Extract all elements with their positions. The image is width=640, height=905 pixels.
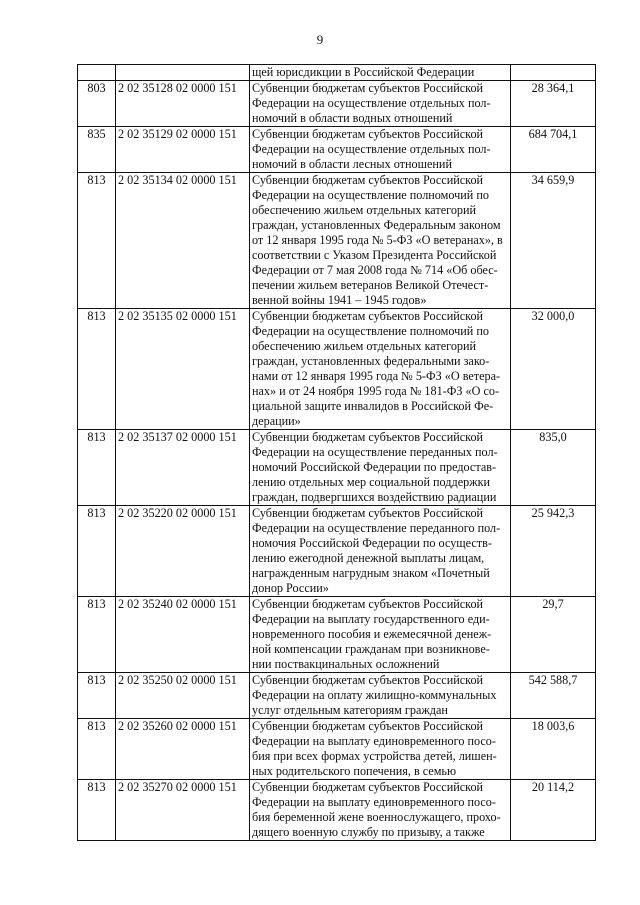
table-row [78,81,596,127]
description-line: Федерации на осуществление отдельных пол- [252,142,491,156]
table-row [78,65,596,81]
table-row [78,506,596,597]
description-line: нии поствакцинальных осложнений [252,657,440,671]
description-cell [250,719,511,780]
description-line: лению отдельных мер социальной поддержки [252,475,491,489]
admin-code-cell: 813 [78,780,116,841]
description-cell [250,65,511,81]
description-line: Федерации на осуществление переданного пол- [252,521,501,535]
description-line: Федерации на выплату государственного еди- [252,612,490,626]
description-line: номочий в области водных отношений [252,111,453,125]
amount-cell: 28 364,1 [511,81,596,127]
description-line: бия беременной жене военнослужащего, прохо- [252,810,501,824]
description-cell [250,309,511,430]
amount-cell: 835,0 [511,430,596,506]
description-line: Субвенции бюджетам субъектов Российской [252,597,484,611]
admin-code-cell: 835 [78,127,116,173]
table-row [78,430,596,506]
description-line: венной войны 1941 – 1945 годов» [252,293,427,307]
description-line: граждан, установленных Федеральным законом [252,218,501,232]
description-line: Федерации на осуществление отдельных пол- [252,96,491,110]
description-line: номочия Российской Федерации по осуществ- [252,536,492,550]
admin-code-cell [78,65,116,81]
description-cell [250,173,511,309]
table-row [78,173,596,309]
admin-code-cell: 813 [78,430,116,506]
admin-code-cell: 803 [78,81,116,127]
description-cell [250,430,511,506]
description-line: Субвенции бюджетам субъектов Российской [252,719,484,733]
description-line: Федерации на осуществление полномочий по [252,324,489,338]
table-row [78,673,596,719]
description-line: от 12 января 1995 года № 5-ФЗ «О ветеранах», в [252,233,503,247]
description-line: донор России» [252,581,329,595]
description-line: обеспечению жильем отдельных категорий [252,339,477,353]
description-line: щей юрисдикции в Российской Федерации [252,65,475,79]
table-row [78,309,596,430]
amount-cell: 542 588,7 [511,673,596,719]
revenue-code-cell [116,65,250,81]
description-line: номочий в области лесных отношений [252,157,452,171]
description-line: дящего военную службу по призыву, а также [252,825,485,839]
description-cell [250,597,511,673]
description-line: Федерации на оплату жилищно-коммунальных [252,688,497,702]
description-cell [250,780,511,841]
description-line: дерации» [252,414,301,428]
description-line: награжденным нагрудным знаком «Почетный [252,566,490,580]
description-line: печении жильем ветеранов Великой Отечест- [252,278,489,292]
revenue-code-cell: 2 02 35240 02 0000 151 [116,597,250,673]
revenue-code-cell: 2 02 35135 02 0000 151 [116,309,250,430]
description-line: Федерации на выплату единовременного посо- [252,734,496,748]
amount-cell: 25 942,3 [511,506,596,597]
description-line: нами от 12 января 1995 года № 5-ФЗ «О ветера- [252,369,501,383]
table-body [78,65,596,841]
amount-cell: 18 003,6 [511,719,596,780]
description-line: Субвенции бюджетам субъектов Российской [252,673,484,687]
table-row [78,719,596,780]
description-line: новременного пособия и ежемесячной денеж- [252,627,492,641]
revenue-code-cell: 2 02 35128 02 0000 151 [116,81,250,127]
description-line: номочий Российской Федерации по предостав- [252,460,497,474]
page-number: 9 [316,32,324,47]
description-line: Субвенции бюджетам субъектов Российской [252,506,484,520]
description-line: ных родительского попечения, в семью [252,764,457,778]
description-line: Субвенции бюджетам субъектов Российской [252,127,484,141]
description-line: ной компенсации гражданам при возникнове- [252,642,490,656]
budget-subventions-table [77,64,596,841]
description-line: Субвенции бюджетам субъектов Российской [252,309,484,323]
description-line: нах» и от 24 ноября 1995 года № 181-ФЗ «О со- [252,384,500,398]
description-line: лению ежегодной денежной выплаты лицам, [252,551,485,565]
description-cell [250,127,511,173]
amount-cell: 20 114,2 [511,780,596,841]
description-line: Федерации на осуществление переданных пол- [252,445,498,459]
admin-code-cell: 813 [78,719,116,780]
amount-cell: 29,7 [511,597,596,673]
description-cell [250,81,511,127]
revenue-code-cell: 2 02 35134 02 0000 151 [116,173,250,309]
description-line: Субвенции бюджетам субъектов Российской [252,81,484,95]
revenue-code-cell: 2 02 35250 02 0000 151 [116,673,250,719]
table-row [78,597,596,673]
admin-code-cell: 813 [78,597,116,673]
revenue-code-cell: 2 02 35129 02 0000 151 [116,127,250,173]
admin-code-cell: 813 [78,506,116,597]
revenue-code-cell: 2 02 35137 02 0000 151 [116,430,250,506]
description-line: Субвенции бюджетам субъектов Российской [252,780,484,794]
admin-code-cell: 813 [78,309,116,430]
description-line: граждан, подвергшихся воздействию радиации [252,490,497,504]
description-line: Федерации от 7 мая 2008 года № 714 «Об обес- [252,263,498,277]
description-line: Субвенции бюджетам субъектов Российской [252,173,484,187]
admin-code-cell: 813 [78,173,116,309]
description-cell [250,673,511,719]
description-line: Субвенции бюджетам субъектов Российской [252,430,484,444]
description-line: соответствии с Указом Президента Российской [252,248,497,262]
amount-cell [511,65,596,81]
description-line: услуг отдельным категориям граждан [252,703,448,717]
description-cell [250,506,511,597]
table-row [78,127,596,173]
amount-cell: 34 659,9 [511,173,596,309]
description-line: обеспечению жильем отдельных категорий [252,203,477,217]
description-line: граждан, установленных федеральными зако- [252,354,490,368]
table-row [78,780,596,841]
amount-cell: 684 704,1 [511,127,596,173]
description-line: бия при всех формах устройства детей, лишен- [252,749,497,763]
admin-code-cell: 813 [78,673,116,719]
description-line: циальной защите инвалидов в Российской Фе- [252,399,494,413]
description-line: Федерации на выплату единовременного посо- [252,795,496,809]
revenue-code-cell: 2 02 35270 02 0000 151 [116,780,250,841]
revenue-code-cell: 2 02 35220 02 0000 151 [116,506,250,597]
revenue-code-cell: 2 02 35260 02 0000 151 [116,719,250,780]
description-line: Федерации на осуществление полномочий по [252,188,489,202]
amount-cell: 32 000,0 [511,309,596,430]
